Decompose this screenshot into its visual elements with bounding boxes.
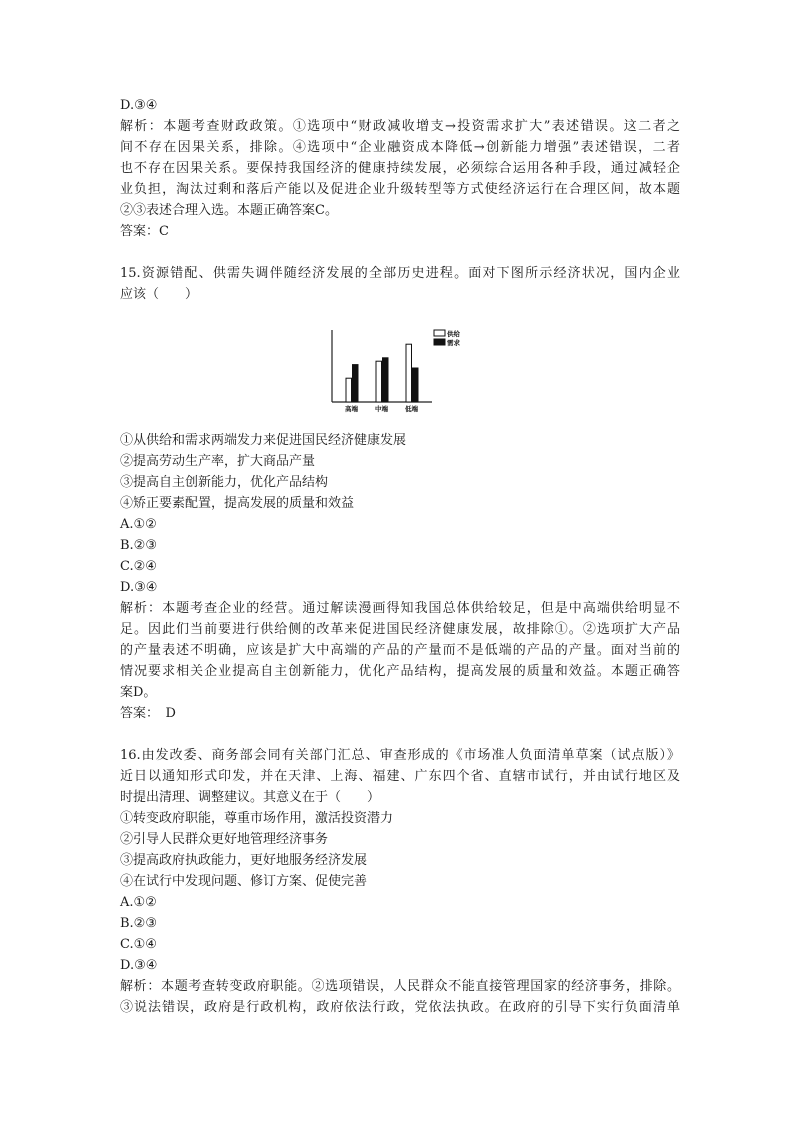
q14-analysis-line: ②③表述合理入选。本题正确答案C。 (120, 203, 338, 218)
chart-legend-swatch (434, 330, 445, 336)
chart-bar (383, 358, 389, 402)
q16-stem-line: 时提出清理、调整建议。其意义在于（ ） (120, 790, 381, 805)
supply-demand-bar-chart (324, 326, 484, 414)
q15-statement: ④矫正要素配置，提高发展的质量和效益 (120, 496, 355, 511)
q15-option-d: D.③④ (120, 580, 158, 595)
q14-analysis-line: 业负担，淘汰过剩和落后产能以及促进企业升级转型等方式使经济运行在合理区间，故本题 (120, 182, 680, 197)
q16-option-c: C.①④ (120, 937, 157, 952)
chart-category-label: 中端 (375, 405, 388, 413)
q15-option-b: B.②③ (120, 538, 157, 553)
q15-analysis-line: 情况要求相关企业提高自主创新能力，优化产品结构，提高发展的质量和效益。本题正确答 (120, 664, 680, 679)
q16-option-a: A.①② (120, 895, 157, 910)
q16-statement: ②引导人民群众更好地管理经济事务 (120, 832, 329, 847)
q15-answer: 答案： D (120, 706, 176, 721)
chart-bar (353, 365, 359, 402)
chart-legend-label: 供给 (447, 330, 460, 338)
q15-analysis-line: 解析：本题考查企业的经营。通过解读漫画得知我国总体供给较足，但是中高端供给明显不 (120, 601, 680, 616)
q16-statement: ①转变政府职能，尊重市场作用，激活投资潜力 (120, 811, 394, 826)
chart-bar (413, 368, 419, 402)
q16-statement: ③提高政府执政能力，更好地服务经济发展 (120, 853, 368, 868)
q14-option-d: D.③④ (120, 98, 158, 113)
chart-category-label: 高端 (345, 405, 358, 413)
q16-option-b: B.②③ (120, 916, 157, 931)
q15-analysis-line: 案D。 (120, 685, 157, 700)
q16-stem-line: 近日以通知形式印发，并在天津、上海、福建、广东四个省、直辖市试行，并由试行地区及 (120, 769, 680, 784)
chart-bar (406, 344, 412, 402)
q14-analysis-line: 解析：本题考查财政政策。①选项中“财政减收增支→投资需求扩大”表述错误。这二者之 (120, 119, 680, 134)
q14-answer: 答案：C (120, 224, 169, 239)
q15-stem-line: 应该（ ） (120, 287, 199, 302)
chart-bar (346, 378, 352, 402)
q15-statement: ②提高劳动生产率，扩大商品产量 (120, 454, 316, 469)
chart-bar (376, 361, 382, 402)
q14-analysis-line: 间不存在因果关系，排除。④选项中“企业融资成本降低→创新能力增强”表述错误，二者 (120, 140, 680, 155)
q15-statement: ③提高自主创新能力，优化产品结构 (120, 475, 329, 490)
q16-analysis-line: 解析：本题考查转变政府职能。②选项错误，人民群众不能直接管理国家的经济事务，排除。 (120, 979, 680, 994)
chart-legend-label: 需求 (447, 339, 460, 347)
q16-option-d: D.③④ (120, 958, 158, 973)
q16-statement: ④在试行中发现问题、修订方案、促使完善 (120, 874, 368, 889)
q15-stem-line: 15.资源错配、供需失调伴随经济发展的全部历史进程。面对下图所示经济状况，国内企业 (120, 266, 680, 281)
q14-analysis-line: 也不存在因果关系。要保持我国经济的健康持续发展，必须综合运用各种手段，通过减轻企 (120, 161, 680, 176)
q15-analysis-line: 的产量表述不明确，应该是扩大中高端的产品的产量而不是低端的产品的产量。面对当前的 (120, 643, 680, 658)
q15-analysis-line: 足。因此们当前要进行供给侧的改革来促进国民经济健康发展，故排除①。②选项扩大产品 (120, 622, 680, 637)
q15-statement: ①从供给和需求两端发力来促进国民经济健康发展 (120, 433, 407, 448)
q16-stem-line: 16.由发改委、商务部会同有关部门汇总、审查形成的《市场准人负面清单草案（试点版）》 (120, 748, 680, 763)
q15-option-c: C.②④ (120, 559, 157, 574)
chart-category-label: 低端 (405, 405, 418, 413)
q15-option-a: A.①② (120, 517, 157, 532)
q16-analysis-line: ③说法错误，政府是行政机构，政府依法行政，党依法执政。在政府的引导下实行负面清单 (120, 1000, 680, 1015)
chart-legend-swatch (434, 339, 445, 345)
